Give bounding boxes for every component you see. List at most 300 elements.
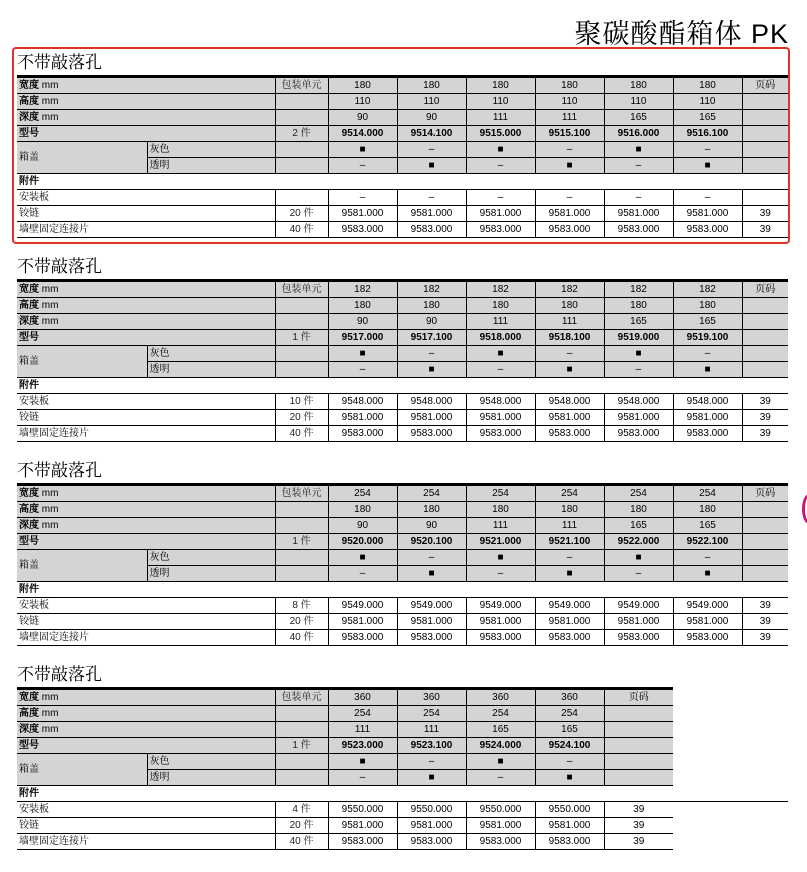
row-header: [17, 281, 275, 298]
table-row: [17, 689, 788, 706]
accessory-part-number: 9581.000: [604, 614, 673, 630]
value-cell: 180: [397, 502, 466, 518]
model-number-cell: 9514.100: [397, 126, 466, 142]
packing-unit-cell: 8 件: [275, 598, 328, 614]
accessory-name: 安装板: [17, 802, 275, 818]
value-cell: 180: [604, 298, 673, 314]
cover-mark-cell: ■: [535, 362, 604, 378]
selection-highlight: [12, 47, 790, 244]
cover-label: 箱盖: [17, 754, 147, 786]
accessory-row: [17, 426, 788, 442]
cover-mark-cell: ■: [466, 754, 535, 770]
accessory-part-number: 9581.000: [466, 206, 535, 222]
accessory-row: [17, 410, 788, 426]
cover-mark-cell: ■: [604, 142, 673, 158]
value-cell: 111: [535, 518, 604, 534]
row-label: 深度: [19, 519, 39, 531]
value-cell: 180: [673, 77, 742, 94]
spec-table: [17, 279, 788, 442]
packing-unit-cell: [275, 502, 328, 518]
packing-unit-cell: 包装单元: [275, 689, 328, 706]
accessory-part-number: 9583.000: [604, 630, 673, 646]
cover-mark-cell: –: [328, 566, 397, 582]
page-title: 聚碳酸酯箱体 PK: [574, 19, 789, 49]
table-row: [17, 281, 788, 298]
value-cell: 182: [604, 281, 673, 298]
value-cell: 180: [604, 502, 673, 518]
cover-mark-cell: ■: [328, 346, 397, 362]
accessory-part-number: 9583.000: [604, 222, 673, 238]
value-cell: 360: [535, 689, 604, 706]
accessory-part-number: 9583.000: [397, 222, 466, 238]
packing-unit-cell: [275, 566, 328, 582]
model-row: [17, 534, 788, 550]
model-number-cell: 9523.000: [328, 738, 397, 754]
value-cell: 180: [535, 77, 604, 94]
cover-label: 箱盖: [17, 142, 147, 174]
packing-unit-cell: [275, 754, 328, 770]
table-row: [17, 706, 788, 722]
packing-unit-cell: 20 件: [275, 410, 328, 426]
cover-mark-cell: ■: [604, 346, 673, 362]
accessories-header-row: [17, 582, 788, 598]
row-label: 型号: [19, 127, 39, 139]
value-cell: 254: [466, 485, 535, 502]
value-cell: 110: [535, 94, 604, 110]
accessory-name: 墙壁固定连接片: [17, 222, 275, 238]
accessory-part-number: 9583.000: [673, 222, 742, 238]
product-section: [17, 257, 788, 442]
value-cell: 180: [397, 298, 466, 314]
unit-label: mm: [41, 79, 59, 91]
model-number-cell: 9518.100: [535, 330, 604, 346]
accessory-part-number: 9549.000: [466, 598, 535, 614]
page-cell: 页码: [742, 281, 788, 298]
cover-color-label: 透明: [147, 362, 275, 378]
accessory-name: 安装板: [17, 598, 275, 614]
accessory-part-number: 9581.000: [328, 410, 397, 426]
value-cell: 180: [673, 502, 742, 518]
value-cell: 165: [604, 518, 673, 534]
packing-unit-cell: 4 件: [275, 802, 328, 818]
accessory-part-number: 9583.000: [466, 426, 535, 442]
packing-unit-cell: 1 件: [275, 534, 328, 550]
accessory-part-number: 9581.000: [397, 818, 466, 834]
cover-color-label: 灰色: [147, 346, 275, 362]
value-cell: 111: [535, 110, 604, 126]
accessory-part-number: 9583.000: [328, 222, 397, 238]
accessory-part-number: –: [535, 190, 604, 206]
value-cell: 360: [328, 689, 397, 706]
accessory-part-number: 9581.000: [673, 206, 742, 222]
cover-mark-cell: –: [673, 346, 742, 362]
unit-label: mm: [41, 111, 59, 123]
cover-mark-cell: ■: [397, 566, 466, 582]
accessory-part-number: 9581.000: [466, 614, 535, 630]
packing-unit-cell: 包装单元: [275, 77, 328, 94]
accessory-part-number: –: [466, 190, 535, 206]
cover-mark-cell: –: [328, 362, 397, 378]
model-number-cell: 9518.000: [466, 330, 535, 346]
cover-mark-cell: ■: [328, 142, 397, 158]
row-header: [17, 518, 275, 534]
cover-mark-cell: ■: [397, 158, 466, 174]
cover-mark-cell: ■: [466, 346, 535, 362]
model-number-cell: 9514.000: [328, 126, 397, 142]
row-header: [17, 534, 275, 550]
accessories-heading: 附件: [17, 582, 788, 598]
value-cell: 165: [673, 110, 742, 126]
accessory-part-number: 9548.000: [397, 394, 466, 410]
model-number-cell: 9522.000: [604, 534, 673, 550]
page-cell: [742, 314, 788, 330]
page-cell: 页码: [604, 689, 673, 706]
unit-label: mm: [41, 707, 59, 719]
accessories-heading: 附件: [17, 786, 788, 802]
page-cell: 39: [604, 818, 673, 834]
row-header: [17, 330, 275, 346]
section-title: 不带敲落孔: [17, 665, 102, 684]
value-cell: 111: [466, 518, 535, 534]
accessory-part-number: 9583.000: [397, 834, 466, 850]
row-header: [17, 502, 275, 518]
row-header: [17, 722, 275, 738]
value-cell: 254: [397, 485, 466, 502]
accessory-part-number: 9581.000: [604, 206, 673, 222]
packing-unit-cell: [275, 770, 328, 786]
value-cell: 180: [397, 77, 466, 94]
page-cell: [604, 722, 673, 738]
value-cell: 182: [397, 281, 466, 298]
unit-label: mm: [41, 691, 59, 703]
accessory-name: 铰链: [17, 206, 275, 222]
accessories-heading: 附件: [17, 174, 788, 190]
value-cell: 254: [466, 706, 535, 722]
value-cell: 165: [673, 314, 742, 330]
page-cell: [742, 346, 788, 362]
cover-mark-cell: ■: [535, 158, 604, 174]
cover-mark-cell: ■: [535, 566, 604, 582]
value-cell: 254: [673, 485, 742, 502]
row-header: [17, 706, 275, 722]
accessory-part-number: 9550.000: [328, 802, 397, 818]
accessory-name: 铰链: [17, 410, 275, 426]
value-cell: 90: [397, 314, 466, 330]
cover-mark-cell: –: [535, 550, 604, 566]
row-label: 高度: [19, 95, 39, 107]
cover-mark-cell: ■: [535, 770, 604, 786]
accessory-part-number: 9583.000: [673, 630, 742, 646]
cover-color-label: 透明: [147, 158, 275, 174]
accessory-part-number: 9583.000: [535, 222, 604, 238]
page-cell: [604, 754, 673, 770]
value-cell: 254: [328, 485, 397, 502]
value-cell: 111: [397, 722, 466, 738]
accessory-part-number: 9549.000: [673, 598, 742, 614]
accessory-part-number: 9548.000: [328, 394, 397, 410]
accessory-name: 墙壁固定连接片: [17, 426, 275, 442]
cover-mark-cell: ■: [397, 770, 466, 786]
unit-label: mm: [41, 315, 59, 327]
model-number-cell: 9520.000: [328, 534, 397, 550]
model-number-cell: 9524.000: [466, 738, 535, 754]
value-cell: 180: [673, 298, 742, 314]
model-number-cell: 9516.100: [673, 126, 742, 142]
value-cell: 110: [328, 94, 397, 110]
accessory-part-number: 9549.000: [604, 598, 673, 614]
cover-mark-cell: ■: [673, 362, 742, 378]
value-cell: 180: [535, 502, 604, 518]
accessory-part-number: 9550.000: [397, 802, 466, 818]
accessory-row: [17, 818, 788, 834]
page-cell: 39: [742, 394, 788, 410]
accessory-part-number: 9581.000: [604, 410, 673, 426]
accessory-part-number: 9550.000: [466, 802, 535, 818]
packing-unit-cell: [275, 550, 328, 566]
page-cell: [604, 770, 673, 786]
cover-mark-cell: –: [466, 158, 535, 174]
unit-label: mm: [41, 95, 59, 107]
accessory-part-number: 9583.000: [466, 222, 535, 238]
value-cell: 110: [604, 94, 673, 110]
page-cell: 39: [604, 802, 673, 818]
row-label: 高度: [19, 299, 39, 311]
cover-mark-cell: –: [397, 346, 466, 362]
row-label: 宽度: [19, 487, 39, 499]
cover-mark-cell: –: [673, 142, 742, 158]
accessory-part-number: 9581.000: [397, 410, 466, 426]
packing-unit-cell: 40 件: [275, 834, 328, 850]
page-cell: [742, 330, 788, 346]
row-header: [17, 689, 275, 706]
value-cell: 165: [466, 722, 535, 738]
cover-color-label: 灰色: [147, 142, 275, 158]
packing-unit-cell: 20 件: [275, 206, 328, 222]
value-cell: 110: [397, 94, 466, 110]
value-cell: 90: [397, 518, 466, 534]
cover-mark-cell: ■: [466, 550, 535, 566]
unit-label: mm: [41, 723, 59, 735]
row-label: 宽度: [19, 283, 39, 295]
cover-mark-cell: –: [673, 550, 742, 566]
unit-label: mm: [41, 283, 59, 295]
row-label: 高度: [19, 707, 39, 719]
packing-unit-cell: [275, 722, 328, 738]
cover-mark-cell: –: [535, 142, 604, 158]
accessory-part-number: –: [397, 190, 466, 206]
table-row: [17, 722, 788, 738]
row-label: 宽度: [19, 691, 39, 703]
value-cell: 180: [466, 502, 535, 518]
page-cell: 39: [742, 614, 788, 630]
accessory-part-number: 9581.000: [397, 614, 466, 630]
cover-mark-cell: –: [604, 566, 673, 582]
page-cell: [604, 738, 673, 754]
accessory-row: [17, 834, 788, 850]
accessory-name: 安装板: [17, 190, 275, 206]
accessory-row: [17, 802, 788, 818]
cover-mark-cell: –: [535, 346, 604, 362]
packing-unit-cell: 2 件: [275, 126, 328, 142]
model-number-cell: 9521.100: [535, 534, 604, 550]
accessory-name: 铰链: [17, 614, 275, 630]
value-cell: 360: [397, 689, 466, 706]
accessory-part-number: 9583.000: [397, 630, 466, 646]
row-header: [17, 738, 275, 754]
value-cell: 180: [328, 77, 397, 94]
page-cell: [742, 362, 788, 378]
packing-unit-cell: [275, 362, 328, 378]
value-cell: 180: [466, 77, 535, 94]
value-cell: 254: [535, 706, 604, 722]
cover-row: [17, 346, 788, 362]
page-cell: [742, 550, 788, 566]
unit-label: mm: [41, 503, 59, 515]
accessory-part-number: 9581.000: [328, 206, 397, 222]
accessory-part-number: 9583.000: [328, 834, 397, 850]
packing-unit-cell: 40 件: [275, 426, 328, 442]
value-cell: 165: [535, 722, 604, 738]
model-number-cell: 9524.100: [535, 738, 604, 754]
accessory-part-number: 9583.000: [328, 426, 397, 442]
value-cell: 180: [535, 298, 604, 314]
model-number-cell: 9516.000: [604, 126, 673, 142]
value-cell: 165: [673, 518, 742, 534]
row-label: 宽度: [19, 79, 39, 91]
packing-unit-cell: 10 件: [275, 394, 328, 410]
cover-mark-cell: –: [604, 362, 673, 378]
accessory-part-number: –: [673, 190, 742, 206]
accessory-part-number: 9583.000: [466, 834, 535, 850]
cover-mark-cell: ■: [328, 550, 397, 566]
value-cell: 110: [466, 94, 535, 110]
row-label: 型号: [19, 739, 39, 751]
value-cell: 90: [328, 518, 397, 534]
cover-mark-cell: –: [397, 550, 466, 566]
packing-unit-cell: 20 件: [275, 818, 328, 834]
cover-color-label: 灰色: [147, 550, 275, 566]
page-cell: [742, 534, 788, 550]
unit-label: mm: [41, 519, 59, 531]
packing-unit-cell: 20 件: [275, 614, 328, 630]
model-number-cell: 9517.000: [328, 330, 397, 346]
packing-unit-cell: [275, 706, 328, 722]
value-cell: 180: [328, 298, 397, 314]
value-cell: 182: [535, 281, 604, 298]
cover-label: 箱盖: [17, 550, 147, 582]
page-cell: 39: [604, 834, 673, 850]
accessory-part-number: 9583.000: [466, 630, 535, 646]
packing-unit-cell: 40 件: [275, 222, 328, 238]
page-cell: [742, 298, 788, 314]
packing-unit-cell: [275, 314, 328, 330]
accessory-part-number: 9549.000: [397, 598, 466, 614]
model-number-cell: 9522.100: [673, 534, 742, 550]
cover-mark-cell: –: [328, 770, 397, 786]
cover-mark-cell: ■: [673, 158, 742, 174]
row-header: [17, 298, 275, 314]
cover-color-label: 灰色: [147, 754, 275, 770]
page-cell: [742, 566, 788, 582]
model-number-cell: 9515.100: [535, 126, 604, 142]
model-row: [17, 330, 788, 346]
table-row: [17, 314, 788, 330]
value-cell: 90: [328, 110, 397, 126]
packing-unit-cell: [275, 298, 328, 314]
value-cell: 111: [328, 722, 397, 738]
cover-mark-cell: –: [466, 566, 535, 582]
table-row: [17, 518, 788, 534]
model-number-cell: 9517.100: [397, 330, 466, 346]
accessory-part-number: 9583.000: [535, 630, 604, 646]
cover-mark-cell: ■: [397, 362, 466, 378]
accessory-part-number: 9581.000: [535, 206, 604, 222]
model-number-cell: 9519.000: [604, 330, 673, 346]
accessory-part-number: 9548.000: [535, 394, 604, 410]
value-cell: 254: [535, 485, 604, 502]
accessory-row: [17, 394, 788, 410]
value-cell: 360: [466, 689, 535, 706]
cover-color-label: 透明: [147, 566, 275, 582]
accessory-part-number: 9581.000: [673, 410, 742, 426]
cover-row: [17, 550, 788, 566]
packing-unit-cell: 1 件: [275, 738, 328, 754]
row-header: [17, 314, 275, 330]
value-cell: 182: [328, 281, 397, 298]
cover-mark-cell: ■: [466, 142, 535, 158]
accessory-part-number: 9548.000: [673, 394, 742, 410]
page-cell: 39: [742, 222, 788, 238]
packing-unit-cell: 40 件: [275, 630, 328, 646]
cover-mark-cell: –: [466, 362, 535, 378]
page-cell: 页码: [742, 77, 788, 94]
accessory-part-number: 9581.000: [466, 410, 535, 426]
model-number-cell: 9515.000: [466, 126, 535, 142]
value-cell: 90: [397, 110, 466, 126]
row-label: 型号: [19, 331, 39, 343]
packing-unit-cell: [275, 518, 328, 534]
accessory-name: 墙壁固定连接片: [17, 630, 275, 646]
accessory-part-number: 9583.000: [328, 630, 397, 646]
row-label: 深度: [19, 111, 39, 123]
cover-mark-cell: ■: [673, 566, 742, 582]
accessory-part-number: 9581.000: [535, 614, 604, 630]
page-cell: [742, 518, 788, 534]
value-cell: 254: [604, 485, 673, 502]
value-cell: 111: [466, 314, 535, 330]
accessory-part-number: 9581.000: [535, 818, 604, 834]
page-cell: [604, 706, 673, 722]
cover-color-label: 透明: [147, 770, 275, 786]
accessory-part-number: 9581.000: [328, 614, 397, 630]
page-cell: 39: [742, 598, 788, 614]
value-cell: 254: [328, 706, 397, 722]
packing-unit-cell: [275, 346, 328, 362]
row-label: 深度: [19, 723, 39, 735]
packing-unit-cell: 包装单元: [275, 485, 328, 502]
accessories-header-row: [17, 378, 788, 394]
value-cell: 180: [604, 77, 673, 94]
cover-label: 箱盖: [17, 346, 147, 378]
product-section: [17, 461, 788, 646]
accessory-part-number: 9581.000: [397, 206, 466, 222]
section-title: 不带敲落孔: [17, 53, 102, 72]
page-edge-tab-marker: [802, 494, 807, 524]
table-row: [17, 502, 788, 518]
product-section: [17, 665, 788, 850]
accessory-part-number: 9583.000: [535, 834, 604, 850]
packing-unit-cell: 1 件: [275, 330, 328, 346]
